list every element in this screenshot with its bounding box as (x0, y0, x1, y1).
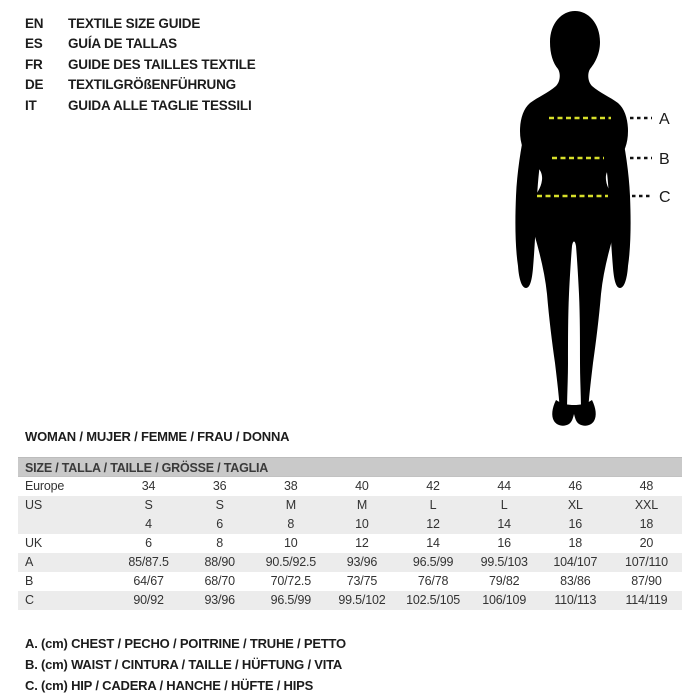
size-value: 96.5/99 (412, 555, 454, 569)
size-value: 114/119 (625, 593, 668, 607)
size-value: 10 (355, 517, 369, 531)
size-value: 107/110 (625, 555, 668, 569)
measure-label-c: C (659, 189, 671, 206)
table-header: SIZE / TALLA / TAILLE / GRÖSSE / TAGLIA (18, 457, 682, 477)
size-value: S (144, 498, 153, 512)
woman-feet (552, 400, 595, 426)
guide-title: GUIDE DES TAILLES TEXTILE (68, 56, 256, 72)
size-value: S (215, 498, 224, 512)
size-value: 102.5/105 (406, 593, 460, 607)
language-code: DE (25, 77, 44, 93)
row-label: A (25, 555, 34, 569)
size-value: 12 (355, 536, 369, 550)
size-value: 40 (355, 479, 369, 493)
size-value: 42 (426, 479, 440, 493)
size-value: 70/72.5 (270, 574, 311, 588)
section-title: WOMAN / MUJER / FEMME / FRAU / DONNA (25, 429, 290, 444)
size-value: 83/86 (560, 574, 591, 588)
size-value: 64/67 (133, 574, 164, 588)
size-value: 87/90 (631, 574, 662, 588)
size-table-body (18, 477, 682, 610)
table-row (18, 572, 682, 591)
size-value: 14 (426, 536, 440, 550)
size-value: 110/113 (554, 593, 597, 607)
size-value: 20 (639, 536, 654, 550)
size-value: 73/75 (346, 574, 378, 588)
measure-label-b: B (659, 151, 670, 168)
size-value: 8 (287, 517, 295, 531)
size-value: 99.5/103 (480, 555, 528, 569)
size-value: 48 (639, 479, 654, 493)
table-row (18, 553, 682, 572)
size-value: 6 (216, 517, 224, 531)
legend-line: B. (cm) WAIST / CINTURA / TAILLE / HÜFTUNG / VITA (25, 657, 343, 672)
row-label: C (25, 593, 34, 607)
size-value: M (285, 498, 296, 512)
size-value: 88/90 (204, 555, 235, 569)
size-value: 106/109 (482, 593, 527, 607)
guide-title: GUÍA DE TALLAS (68, 36, 177, 52)
size-value: 85/87.5 (128, 555, 169, 569)
row-label: B (25, 574, 34, 588)
language-code: FR (25, 56, 43, 72)
measure-label-a: A (659, 111, 670, 128)
size-value: XL (567, 498, 583, 512)
size-value: 99.5/102 (338, 593, 386, 607)
language-code: IT (25, 97, 37, 113)
size-value: 16 (568, 517, 583, 531)
guide-title: TEXTILE SIZE GUIDE (68, 16, 201, 31)
size-value: 90.5/92.5 (265, 555, 316, 569)
size-value: 68/70 (204, 574, 235, 588)
table-row (18, 591, 682, 610)
size-value: M (356, 498, 368, 512)
legend (25, 633, 346, 696)
size-value: 6 (145, 536, 152, 550)
size-value: 16 (497, 536, 511, 550)
size-value: 34 (141, 479, 156, 493)
row-label: UK (25, 536, 42, 550)
language-code: ES (25, 36, 43, 52)
size-value: 76/78 (417, 574, 449, 588)
size-value: 18 (568, 536, 583, 550)
size-value: 93/96 (204, 593, 235, 607)
language-code: EN (25, 16, 44, 31)
guide-title: GUIDA ALLE TAGLIE TESSILI (68, 97, 252, 113)
table-row (18, 515, 682, 534)
legend-line: C. (cm) HIP / CADERA / HANCHE / HÜFTE / HIPS (25, 678, 314, 693)
size-value: 90/92 (133, 593, 164, 607)
table-row (18, 496, 682, 515)
row-label: Europe (25, 479, 65, 493)
size-table (18, 457, 682, 610)
size-value: 46 (568, 479, 583, 493)
size-value: 96.5/99 (270, 593, 311, 607)
legend-line: A. (cm) CHEST / PECHO / POITRINE / TRUHE / PETTO (25, 636, 346, 651)
size-value: 12 (426, 517, 440, 531)
size-value: 4 (145, 517, 152, 531)
size-value: XXL (634, 498, 658, 512)
size-value: 18 (639, 517, 654, 531)
size-value: 36 (212, 479, 227, 493)
size-value: L (429, 498, 437, 512)
row-label (18, 515, 113, 534)
size-value: 93/96 (346, 555, 378, 569)
size-value: 104/107 (553, 555, 598, 569)
table-row (18, 477, 682, 496)
size-value: 79/82 (489, 574, 520, 588)
size-value: 38 (284, 479, 298, 493)
size-value: 8 (216, 536, 224, 550)
guide-title: TEXTILGRÖßENFÜHRUNG (68, 77, 236, 93)
size-value: 14 (497, 517, 511, 531)
size-value: 10 (284, 536, 298, 550)
row-label: US (25, 498, 42, 512)
size-value: L (500, 498, 508, 512)
table-row (18, 534, 682, 553)
size-value: 44 (497, 479, 511, 493)
